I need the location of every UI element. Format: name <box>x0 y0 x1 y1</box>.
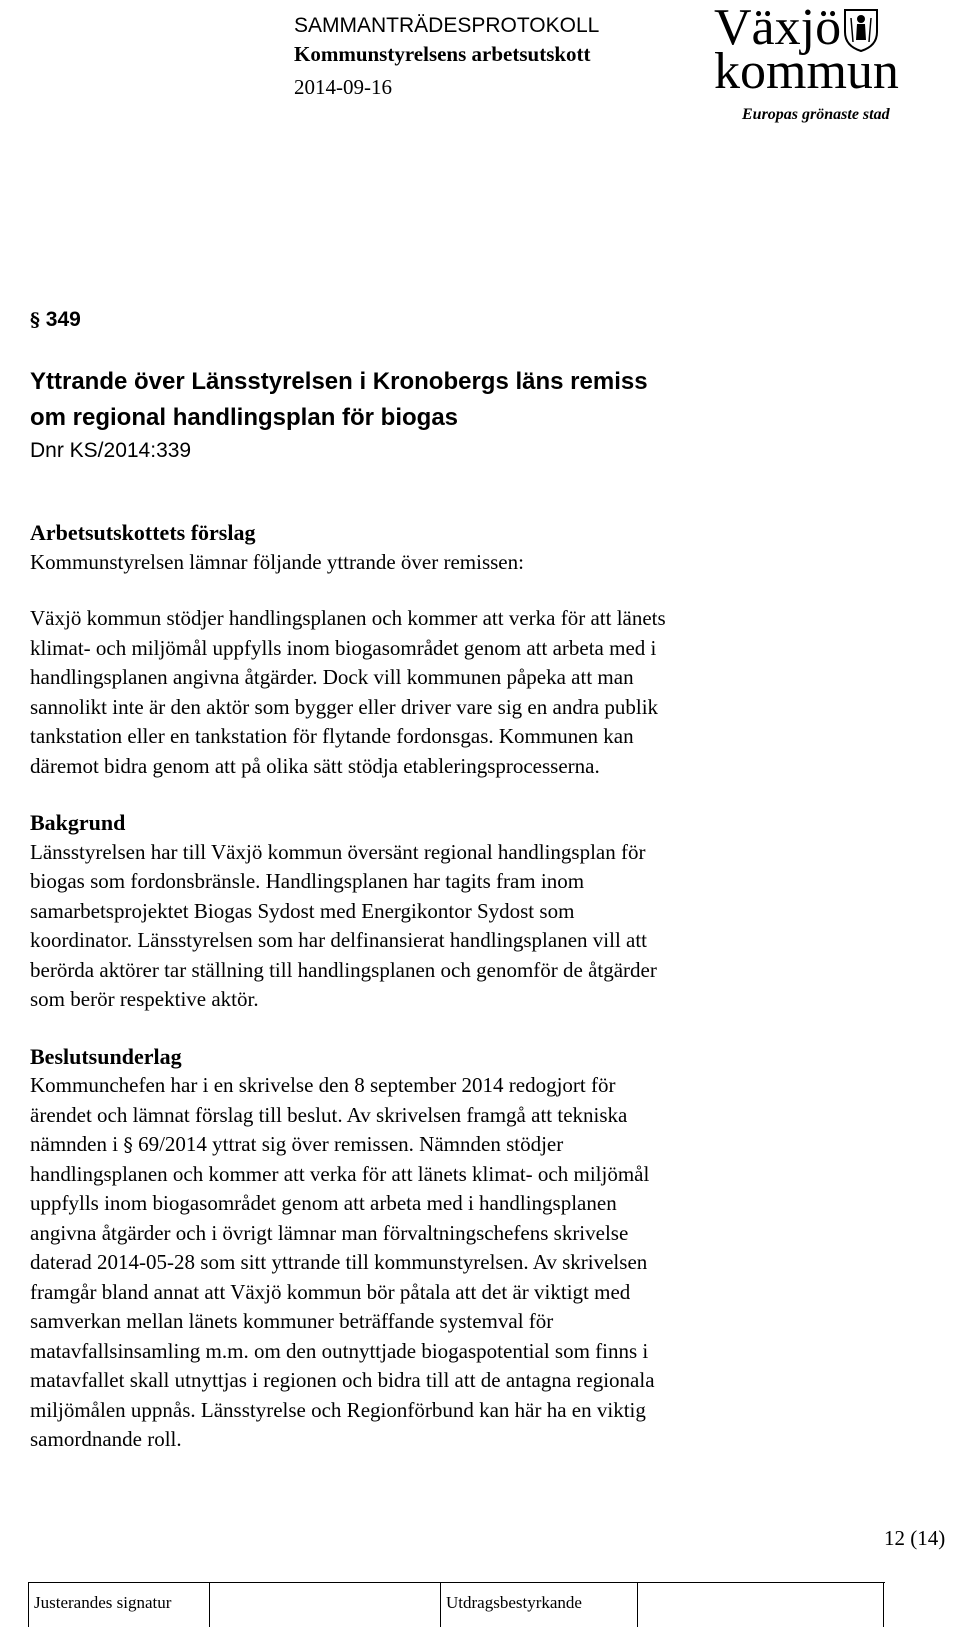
signature-divider <box>28 1583 29 1627</box>
basis-line: samordnande roll. <box>30 1427 182 1451</box>
background-line: som berör respektive aktör. <box>30 987 259 1011</box>
basis-line: framgår bland annat att Växjö kommun bör påtala att det är viktigt med <box>30 1279 631 1304</box>
proposal-line: klimat- och miljömål uppfylls inom biogasområdet genom att arbeta med i <box>30 635 657 660</box>
committee-name: Kommunstyrelsens arbetsutskott <box>294 42 591 66</box>
basis-line <box>30 1130 930 1160</box>
basis-line: daterad 2014-05-28 som sitt yttrande till kommunstyrelsen. Av skrivelsen <box>30 1250 648 1274</box>
basis-line: Kommunchefen har i en skrivelse den 8 september 2014 redogjort för <box>30 1073 616 1097</box>
signature-divider <box>883 1583 884 1627</box>
basis-line: angivna åtgärder och i övrigt lämnar man förvaltningschefens skrivelse <box>30 1220 629 1245</box>
signature-label: Justerandes signatur <box>34 1593 172 1612</box>
proposal-line: Växjö kommun stödjer handlingsplanen och kommer att verka för att länets <box>30 606 666 630</box>
section-sign: § <box>30 309 40 331</box>
document-body <box>30 518 930 1455</box>
signature-divider <box>209 1583 210 1627</box>
logo-word-kommun: kommun <box>714 43 899 100</box>
title-line: om regional handlingsplan för biogas <box>30 404 459 431</box>
basis-line-text: nämnden i <box>30 1132 124 1156</box>
logo-tagline: Europas grönaste stad <box>742 106 890 123</box>
page-number: 12 (14) <box>884 1526 946 1550</box>
proposal-line: tankstation eller en tankstation för flytande fordonsgas. Kommunen kan <box>30 724 634 748</box>
basis-line: matavfallsinsamling m.m. om den outnyttjade biogaspotential som finns i <box>30 1338 649 1363</box>
proposal-intro: Kommunstyrelsen lämnar följande yttrande över remissen: <box>30 549 524 574</box>
meeting-date: 2014-09-16 <box>294 75 392 99</box>
background-heading: Bakgrund <box>30 810 126 835</box>
case-number: Dnr KS/2014:339 <box>30 439 192 462</box>
basis-line: matavfallet skall utnyttjas i regionen och bidra till att de antagna regionala <box>30 1368 655 1392</box>
basis-line: uppfylls inom biogasområdet genom att arbeta med i handlingsplanen <box>30 1191 617 1215</box>
basis-line: miljömålen uppnås. Länsstyrelse och Regionförbund kan här ha en viktig <box>30 1397 646 1422</box>
proposal-line: sannolikt inte är den aktör som bygger eller driver vare sig en andra publik <box>30 694 659 719</box>
signature-divider <box>440 1583 441 1627</box>
signature-divider <box>637 1583 638 1627</box>
background-line: Länsstyrelsen har till Växjö kommun översänt regional handlingsplan för <box>30 839 646 864</box>
item-title <box>30 364 648 436</box>
certification-label: Utdragsbestyrkande <box>446 1593 582 1612</box>
basis-heading: Beslutsunderlag <box>30 1043 182 1069</box>
proposal-line: däremot bidra genom att på olika sätt stödja etableringsprocesserna. <box>30 753 600 778</box>
background-line: berörda aktörer tar ställning till handlingsplanen och genomför de åtgärder <box>30 957 657 982</box>
section-number-value: 349 <box>45 308 81 331</box>
vaxjo-kommun-logo <box>714 0 934 130</box>
logo-word-vaxjo: Växjö <box>714 0 842 56</box>
basis-line: ärendet och lämnat förslag till beslut. Av skrivelsen framgå att tekniska <box>30 1102 628 1127</box>
background-line: koordinator. Länsstyrelsen som har delfinansierat handlingsplanen vill att <box>30 928 648 952</box>
background-line: biogas som fordonsbränsle. Handlingsplanen har tagits fram inom <box>30 869 585 893</box>
basis-line: handlingsplanen och kommer att verka för att länets klimat- och miljömål <box>30 1161 650 1186</box>
basis-line: samverkan mellan länets kommuner beträffande systemval för <box>30 1309 554 1333</box>
background-line: samarbetsprojektet Biogas Sydost med Energikontor Sydost som <box>30 898 575 923</box>
title-line: Yttrande över Länsstyrelsen i Kronobergs läns remiss <box>30 368 648 395</box>
basis-line-text: 69/2014 yttrat sig över remissen. Nämnden stödjer <box>132 1132 564 1156</box>
signature-box <box>28 1582 885 1627</box>
proposal-heading: Arbetsutskottets förslag <box>30 520 256 545</box>
proposal-line: handlingsplanen angivna åtgärder. Dock vill kommunen påpeka att man <box>30 665 634 689</box>
section-sign: § <box>123 1134 133 1156</box>
section-number <box>30 308 81 332</box>
doc-type: SAMMANTRÄDESPROTOKOLL <box>294 14 600 37</box>
